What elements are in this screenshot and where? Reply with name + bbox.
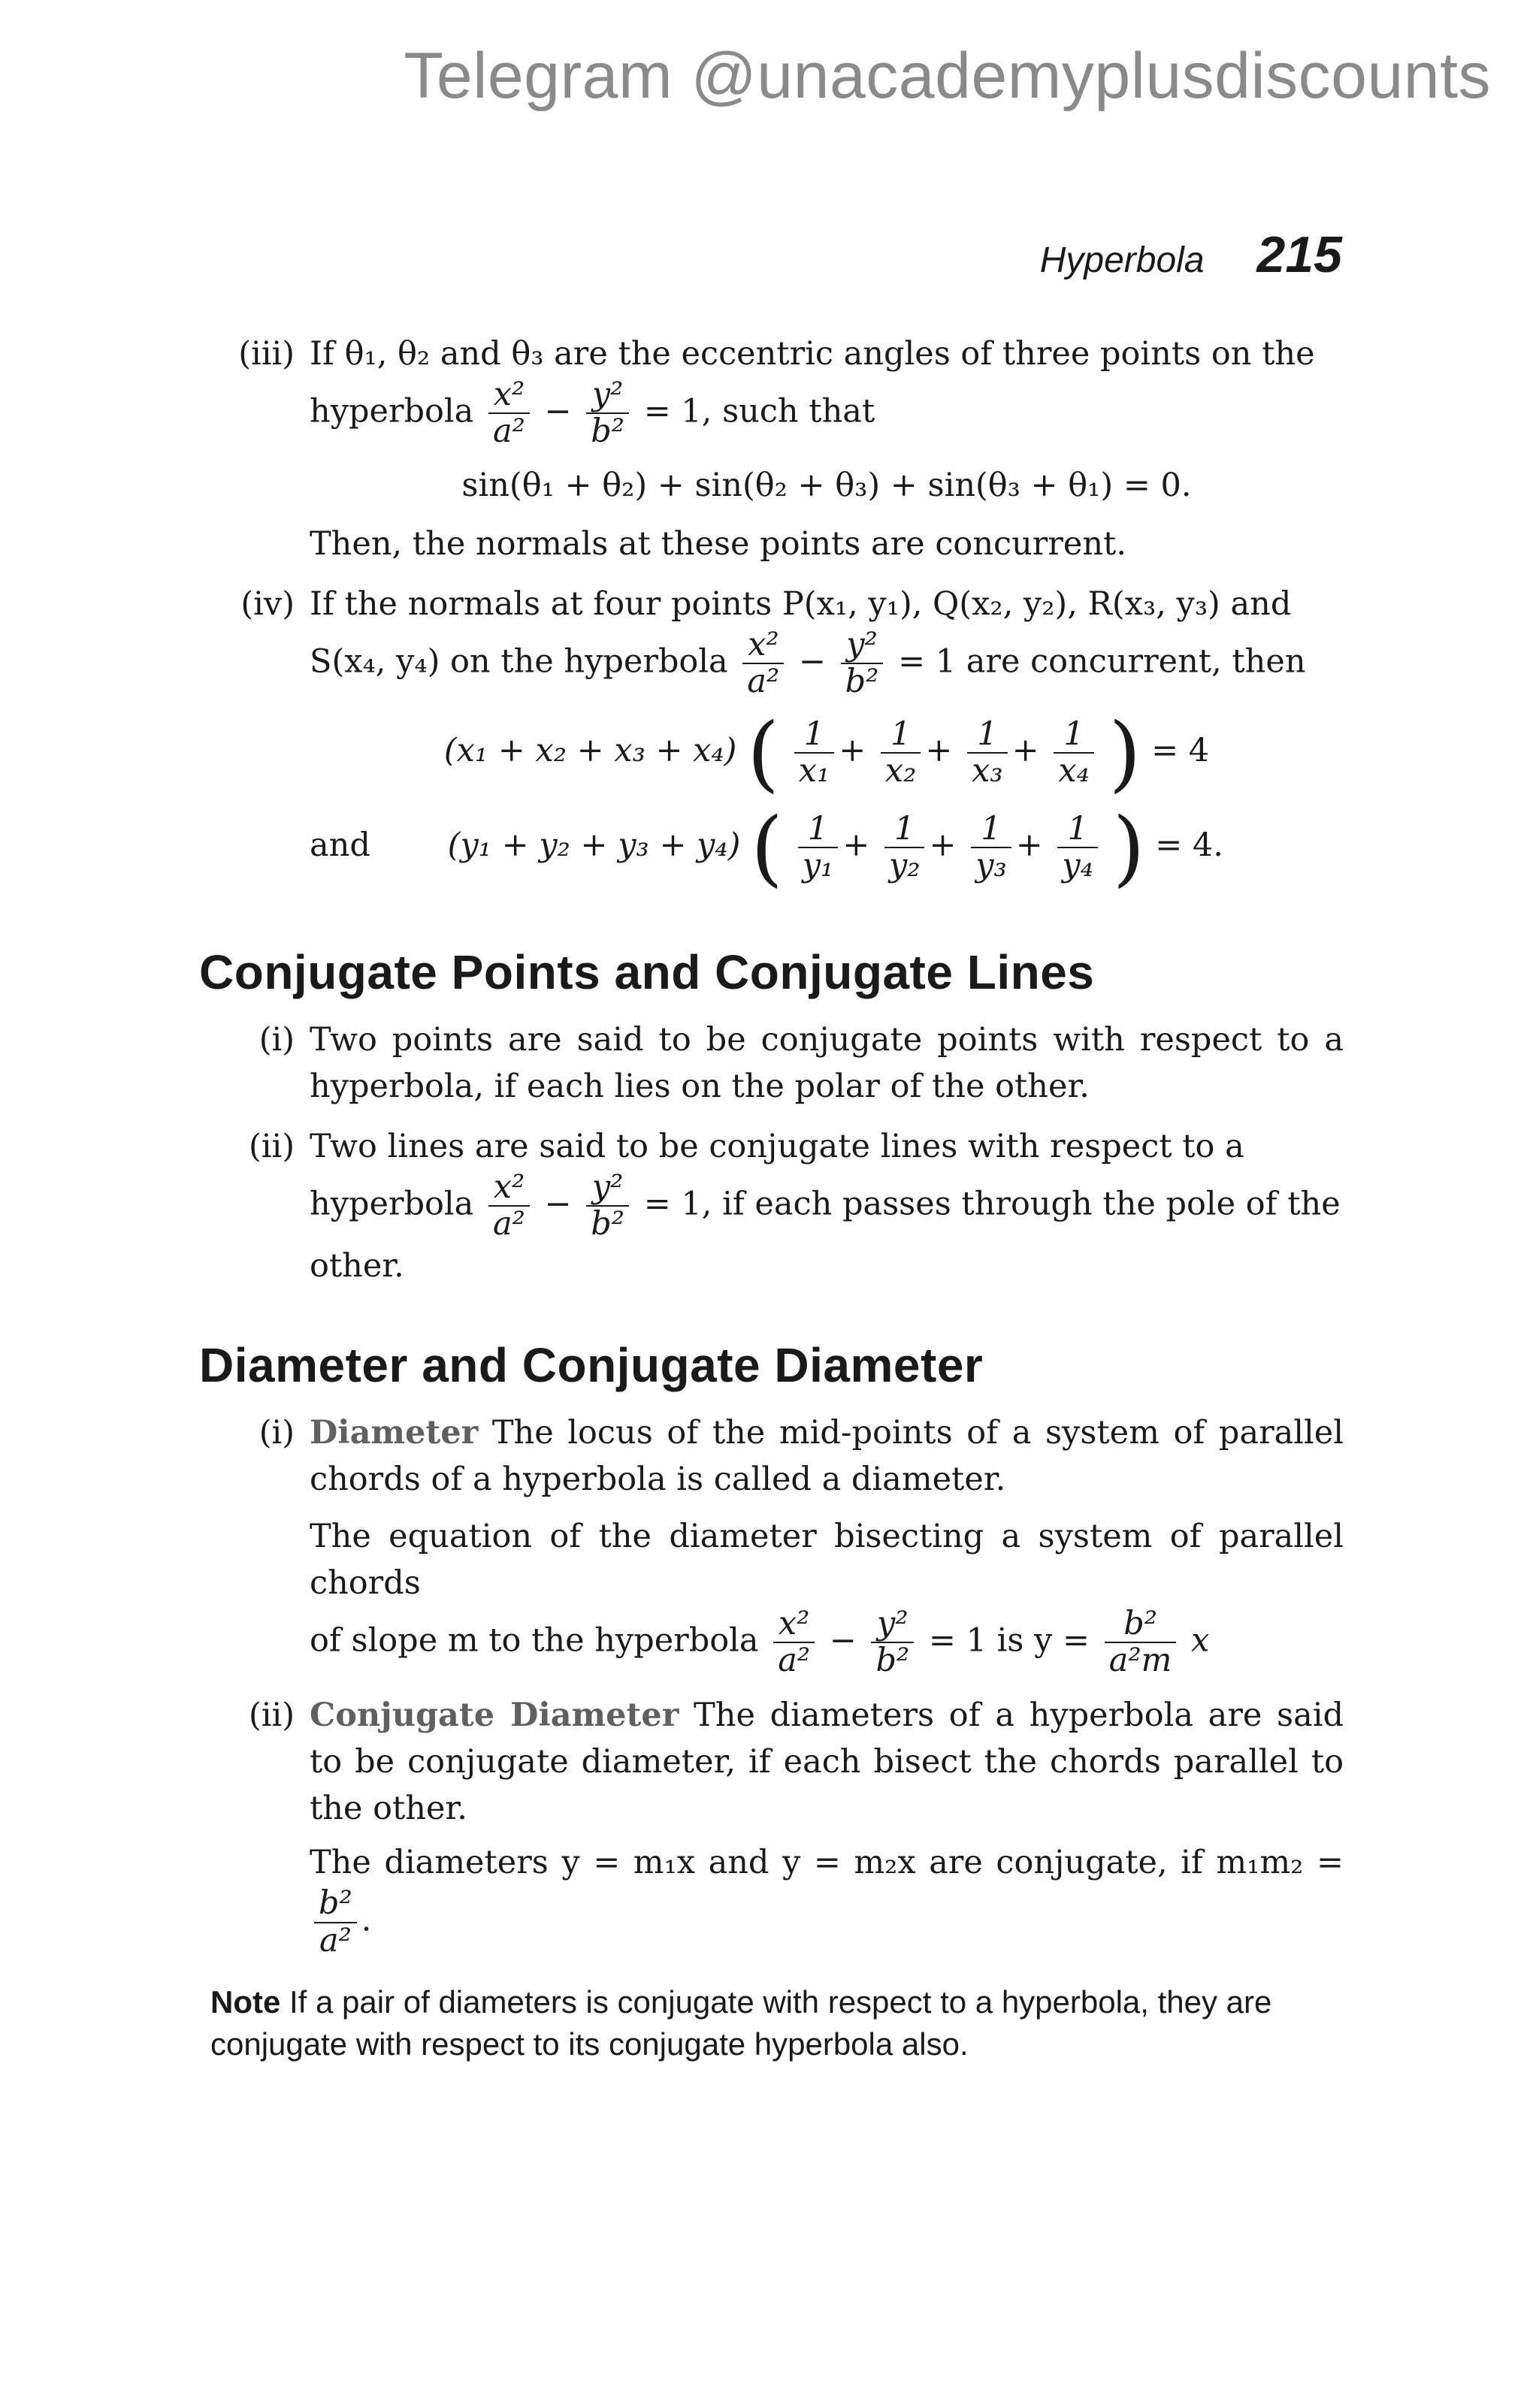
list-item-i: (i) Diameter The locus of the mid-points of a system of parallel chords of a hyperbola is called a diameter. The equation of the diameter bisecting a system of parallel chords of slope m to the hyperbola $\frac{\text{x²}}{\text{a²}}$ − $\frac{\text{y²}}{\text{b²}}$ = 1 is y = $\frac{\text{b²}}{\text{a²m}}$ x — [203, 1409, 1344, 1679]
equation: (x₁ + x₂ + x₃ + x₄) ( $\frac{1}{\text{x₁}}$ + $\frac{1}{\text{x₂}}$ + $\frac{1}{\text{x₃}}$ + $\frac{1}{\text{x₄}}$ ) = 4 — [443, 705, 1210, 802]
fraction: $\frac{\text{b²}}{\text{a²m}}$ — [1105, 1606, 1177, 1679]
watermark: Telegram @unacademyplusdiscounts — [404, 40, 1491, 112]
item-text: Two lines are said to be conjugate lines with respect to a — [310, 1128, 1244, 1166]
list-item-ii: (ii) Two lines are said to be conjugate lines with respect to a hyperbola $\frac{\text{x²}}{\text{a²}}$ − $\frac{\text{y²}}{\text{b²}}$ = 1, if each passes through the pole of the other. — [203, 1123, 1344, 1289]
fraction: $\frac{\text{y²}}{\text{b²}}$ — [586, 377, 629, 450]
section-heading: Diameter and Conjugate Diameter — [199, 1337, 984, 1392]
item-text: = 1, such that — [643, 392, 875, 431]
fraction: $\frac{\text{x²}}{\text{a²}}$ — [488, 1170, 530, 1243]
term: Diameter — [310, 1413, 479, 1452]
equation: and (y₁ + y₂ + y₃ + y₄) ( $\frac{1}{\text{y₁}}$ + $\frac{1}{\text{y₂}}$ + $\frac{1}{\text{y₃}}$ + $\frac{1}{\text{y₄}}$ ) = 4. — [310, 799, 1223, 896]
term: Conjugate Diameter — [310, 1696, 679, 1735]
item-marker: (i) — [259, 1413, 295, 1452]
item-text: Then, the normals at these points are concurrent. — [310, 524, 1126, 563]
fraction: $\frac{\text{y²}}{\text{b²}}$ — [586, 1170, 629, 1243]
list-item-iv: (iv) If the normals at four points P(x₁, y₁), Q(x₂, y₂), R(x₃, y₃) and S(x₄, y₄) on the hyperbola $\frac{\text{x²}}{\text{a²}}$ − $\frac{\text{y²}}{\text{b²}}$ = 1 are concurrent, then (x₁ + x₂ + x₃ + x₄) ( $\frac{1}{\text{x₁}}$ + $\frac{1}{\text{x₂}}$ + $\frac{1}{\text{x₃}}$ + $\frac{1}{\text{x₄}}$ ) = 4 and (y₁ + y₂ + y₃ + y₄) ( $\frac{1}{\text{y₁}}$ + $\frac{1}{\text{y₂}}$ + $\frac{1}{\text{y₃}}$ + $\frac{1}{\text{y₄}}$ ) = 4. — [203, 581, 1344, 897]
page-content — [199, 331, 1344, 2065]
section-heading: Conjugate Points and Conjugate Lines — [199, 945, 1095, 1000]
running-head-title: Hyperbola — [1039, 240, 1205, 280]
item-text: S(x₄, y₄) on the hyperbola — [310, 642, 728, 680]
item-text: If the normals at four points P(x₁, y₁), Q(x₂, y₂), R(x₃, y₃) and — [310, 585, 1292, 623]
item-text: If θ₁, θ₂ and θ₃ are the eccentric angles of three points on the — [310, 335, 1315, 373]
item-marker: (ii) — [248, 1128, 295, 1166]
item-text: Two points are said to be conjugate points with respect to a hyperbola, if each lies on the polar of the other. — [310, 1021, 1344, 1106]
item-marker: (iii) — [238, 335, 295, 373]
page-number: 215 — [1256, 226, 1342, 283]
fraction: $\frac{\text{y²}}{\text{b²}}$ — [871, 1606, 914, 1679]
item-marker: (i) — [259, 1021, 295, 1059]
list-item-iii: (iii) If θ₁, θ₂ and θ₃ are the eccentric angles of three points on the hyperbola $\frac{\text{x²}}{\text{a²}}$ − $\frac{\text{y²}}{\text{b²}}$ = 1, such that sin(θ₁ + θ₂) + sin(θ₂ + θ₃) + sin(θ₃ + θ₁) = 0. Then, the normals at these points are concurrent. — [203, 331, 1344, 567]
fraction: $\frac{\text{x²}}{\text{a²}}$ — [488, 377, 530, 450]
running-head — [1040, 225, 1342, 284]
item-marker: (ii) — [248, 1696, 295, 1735]
fraction: $\frac{\text{x²}}{\text{a²}}$ — [742, 627, 784, 700]
note — [210, 1981, 1344, 2065]
list-item-ii: (ii) Conjugate Diameter The diameters of a hyperbola are said to be conjugate diameter, if each bisect the chords parallel to the other. The diameters y = m₁x and y = m₂x are conjugate, if m₁m₂ = $\frac{\text{b²}}{\text{a²}}$ . — [203, 1692, 1344, 1959]
note-label: Note — [210, 1984, 281, 2020]
item-text: = 1 are concurrent, then — [898, 642, 1306, 680]
fraction: $\frac{\text{b²}}{\text{a²}}$ — [314, 1886, 357, 1959]
fraction: $\frac{\text{y²}}{\text{b²}}$ — [841, 627, 884, 700]
list-item-i — [203, 1017, 1344, 1110]
item-marker: (iv) — [240, 585, 295, 623]
fraction: $\frac{\text{x²}}{\text{a²}}$ — [773, 1606, 815, 1679]
equation: sin(θ₁ + θ₂) + sin(θ₂ + θ₃) + sin(θ₃ + θ₁) = 0. — [461, 466, 1192, 504]
note-text: If a pair of diameters is conjugate with respect to a hyperbola, they are conjugate with respect to its conjugate hyperbola also. — [210, 1984, 1272, 2062]
item-text: hyperbola — [310, 392, 474, 431]
